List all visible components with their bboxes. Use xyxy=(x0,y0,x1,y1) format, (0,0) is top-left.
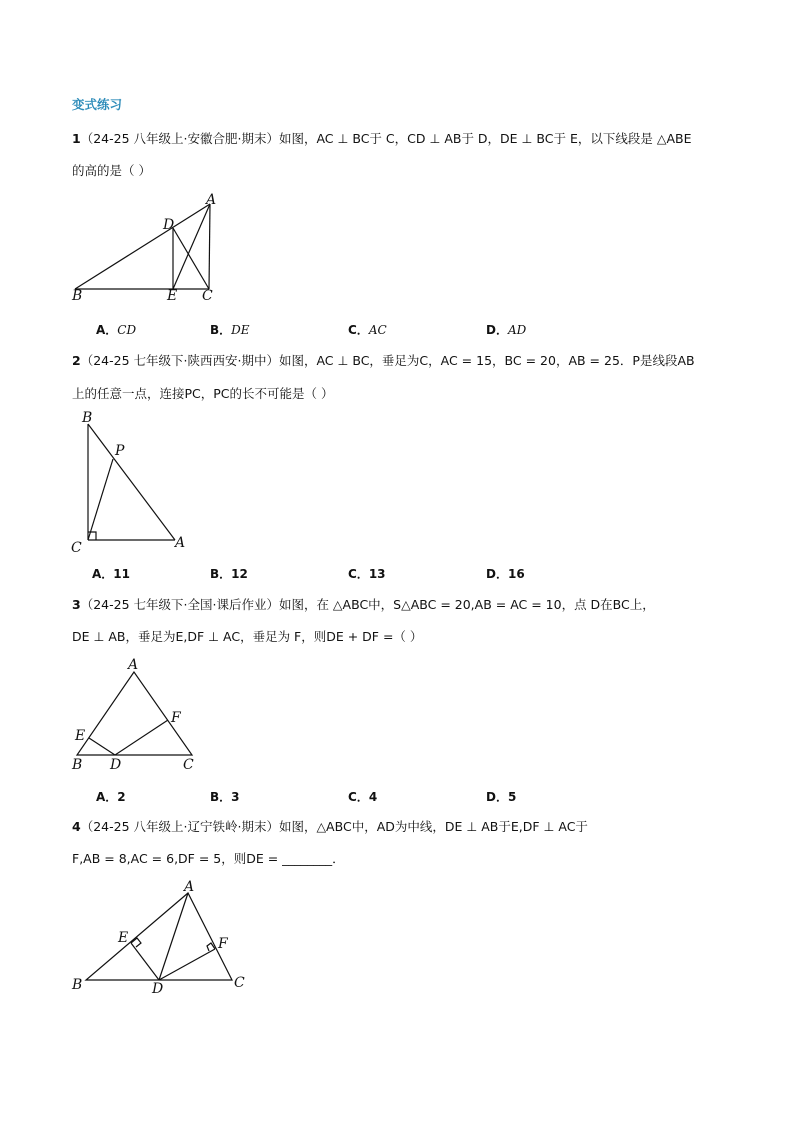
question-2-figure xyxy=(68,406,198,556)
question-3-line-2: DE ⊥ AB，垂足为E,DF ⊥ AC，垂足为 F，则DE + DF =（ ） xyxy=(72,629,423,644)
question-4-text-1: （24-25 八年级上·辽宁铁岭·期末）如图，△ABC中，AD为中线，DE ⊥ AB于E,DF ⊥ AC于 xyxy=(80,819,588,834)
q1-label-a: A xyxy=(206,192,217,208)
q1-segment-ae xyxy=(173,204,210,289)
question-1-line-1 xyxy=(72,130,691,147)
q4-label-c: C xyxy=(234,975,245,991)
q3-option-d[interactable]: D．5 xyxy=(486,790,517,804)
q1-segment-ba xyxy=(75,204,210,289)
q2-option-d[interactable]: D．16 xyxy=(486,567,525,581)
q3-segment-de xyxy=(89,738,115,755)
question-1-line-2: 的高的是（ ） xyxy=(72,163,151,178)
q2-label-p: P xyxy=(115,443,125,459)
q1-label-b: B xyxy=(72,288,83,304)
q2-label-c: C xyxy=(71,540,82,556)
q4-label-a: A xyxy=(184,879,195,895)
q3-label-b: B xyxy=(72,757,83,773)
q4-label-b: B xyxy=(72,977,83,993)
question-4-figure xyxy=(66,876,266,998)
question-1-text-1: （24-25 八年级上·安徽合肥·期末）如图，AC ⊥ BC于 C，CD ⊥ AB于 D，DE ⊥ BC于 E，以下线段是 △ABE xyxy=(80,131,692,146)
question-2-line-1 xyxy=(72,352,695,369)
q1-option-b[interactable]: B．DE xyxy=(210,323,250,337)
question-4-line-1 xyxy=(72,818,588,835)
q3-option-a[interactable]: A．2 xyxy=(96,790,126,804)
question-4-number: 4 xyxy=(72,819,81,834)
q3-label-d: D xyxy=(110,757,122,773)
q2-segment-pc xyxy=(88,459,113,540)
q1-segment-cd xyxy=(173,228,209,289)
q1-label-c: C xyxy=(202,288,213,304)
q4-label-d: D xyxy=(152,981,164,997)
question-1-figure xyxy=(60,188,240,306)
q3-label-c: C xyxy=(183,757,194,773)
q3-label-f: F xyxy=(171,710,181,726)
q2-segment-ba xyxy=(88,424,175,540)
question-2-number: 2 xyxy=(72,353,81,368)
q1-option-d[interactable]: D．AD xyxy=(486,323,527,337)
q4-label-e: E xyxy=(118,930,129,946)
question-1-number: 1 xyxy=(72,131,81,146)
q4-segment-de xyxy=(131,943,159,980)
q3-option-c[interactable]: C．4 xyxy=(348,790,378,804)
question-2-line-2: 上的任意一点，连接PC，PC的长不可能是（ ） xyxy=(72,386,334,401)
q3-label-e: E xyxy=(75,728,86,744)
q2-option-b[interactable]: B．12 xyxy=(210,567,248,581)
question-3-number: 3 xyxy=(72,597,81,612)
q1-option-a[interactable]: A．CD xyxy=(96,323,137,337)
q1-label-e: E xyxy=(167,288,178,304)
q2-label-a: A xyxy=(175,535,186,551)
question-4-line-2: F,AB = 8,AC = 6,DF = 5，则DE = ________． xyxy=(72,851,345,866)
q4-triangle-abc xyxy=(86,893,232,980)
q3-option-b[interactable]: B．3 xyxy=(210,790,240,804)
q1-label-d: D xyxy=(163,217,175,233)
q2-option-c[interactable]: C．13 xyxy=(348,567,386,581)
question-3-line-1 xyxy=(72,596,655,613)
q1-segment-ac xyxy=(209,204,210,289)
q3-segment-df xyxy=(115,720,168,755)
q4-label-f: F xyxy=(218,936,228,952)
section-title: 变式练习 xyxy=(72,97,123,112)
q1-option-c[interactable]: C．AC xyxy=(348,323,387,337)
q3-label-a: A xyxy=(128,657,139,673)
question-3-figure xyxy=(66,652,206,776)
question-3-text-1: （24-25 七年级下·全国·课后作业）如图，在 △ABC中，S△ABC = 20,AB = AC = 10，点 D在BC上， xyxy=(80,597,655,612)
q2-option-a[interactable]: A．11 xyxy=(92,567,130,581)
question-2-text-1: （24-25 七年级下·陕西西安·期中）如图，AC ⊥ BC，垂足为C，AC = 15，BC = 20，AB = 25．P是线段AB xyxy=(80,353,695,368)
q2-label-b: B xyxy=(82,410,93,426)
